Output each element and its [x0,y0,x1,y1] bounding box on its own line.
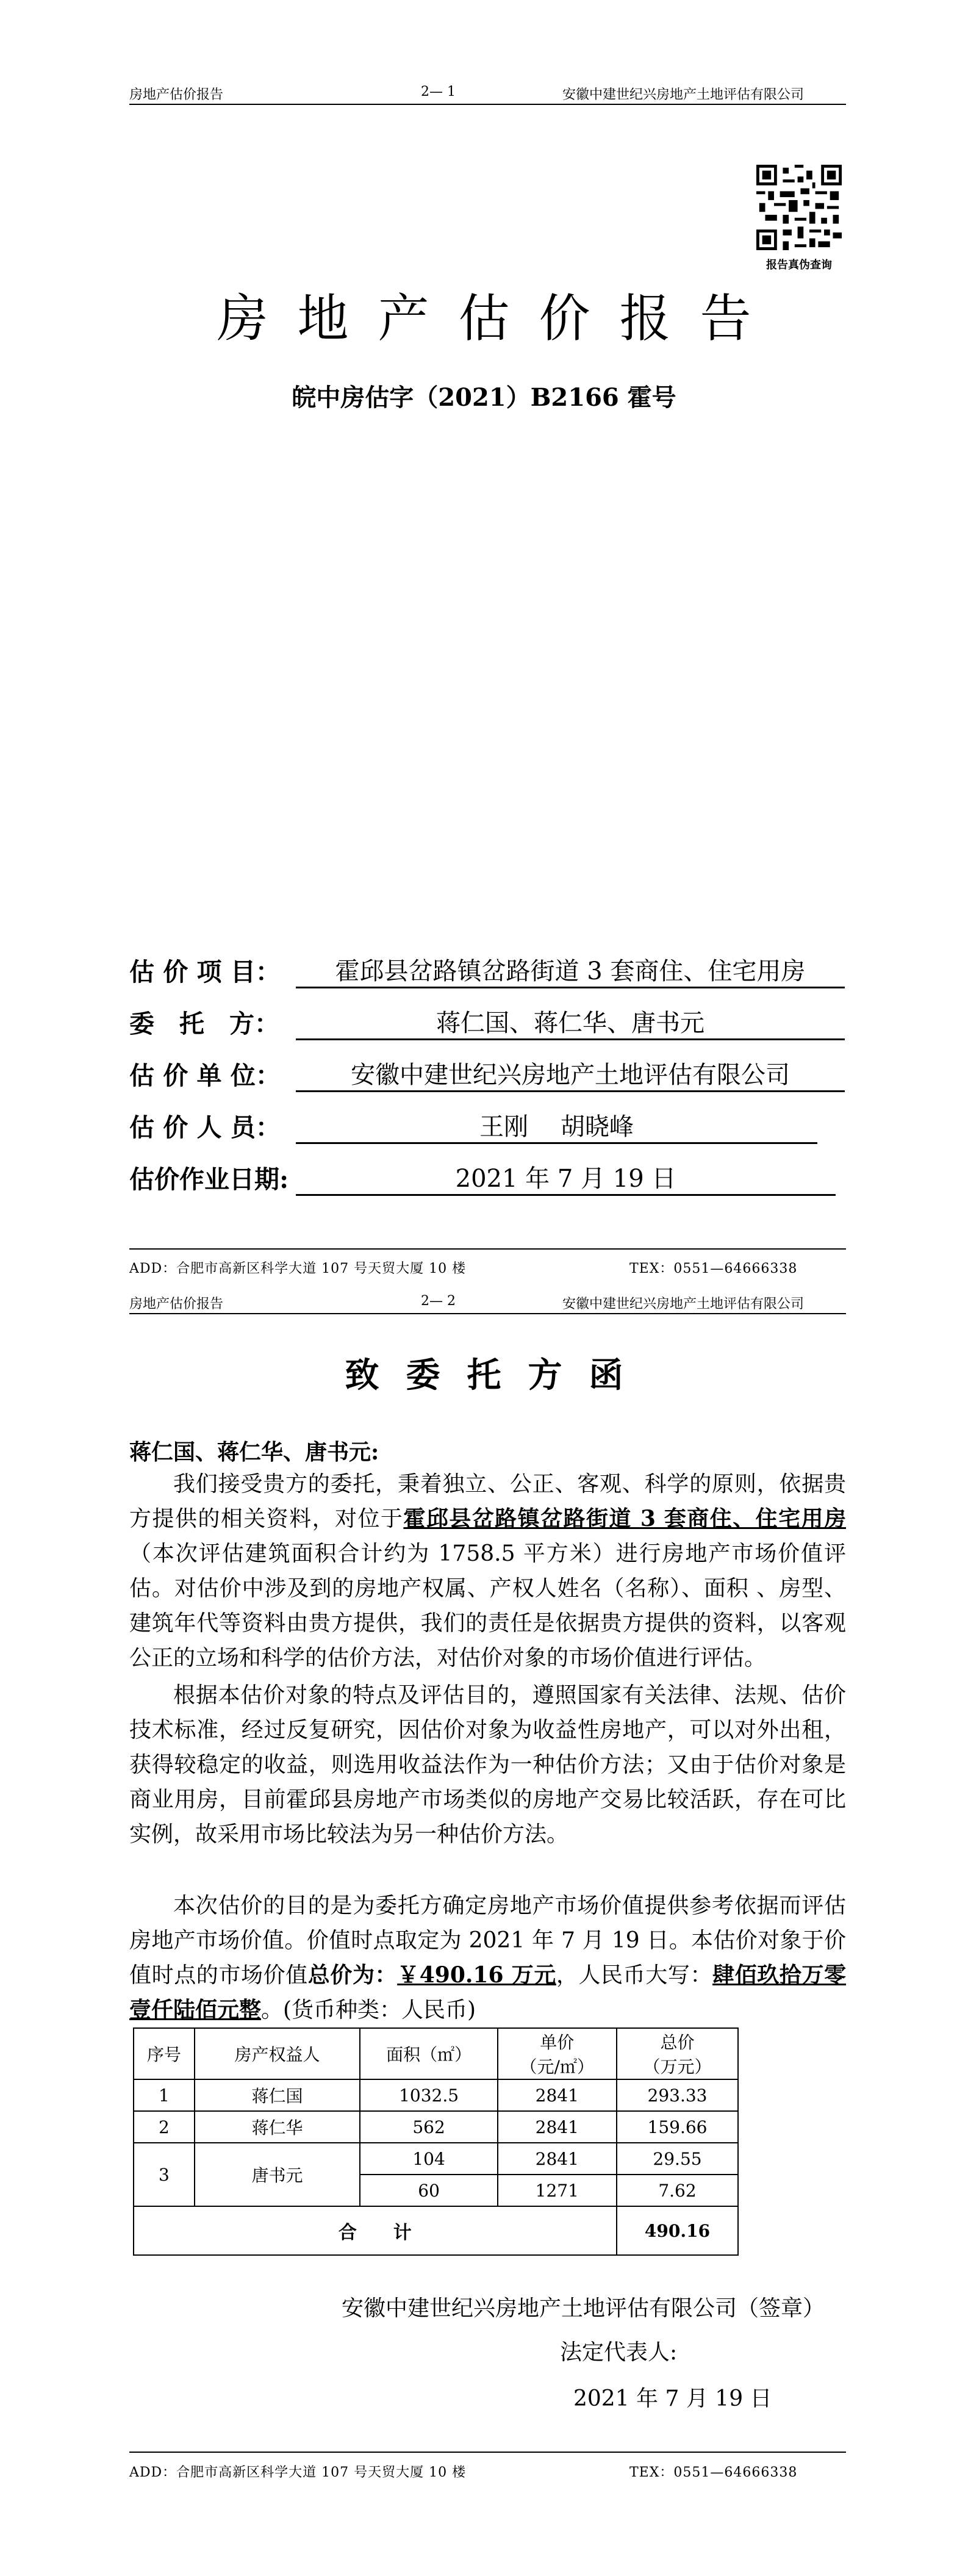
cell-price: 2841 [498,2111,617,2143]
qr-caption: 报告真伪查询 [766,259,832,272]
appraisers-label: 估 价 人 员： [129,1113,281,1142]
project-label: 估 价 项 目： [129,957,281,987]
page-number: 2— 2 [421,1293,456,1309]
work-date-label: 估价作业日期: [129,1165,289,1194]
page-header-left: 房地产估价报告 [129,87,224,103]
header-area: 面积（㎡） [360,2028,498,2079]
cell-area: 562 [360,2111,498,2143]
client-label: 委 托 方： [129,1009,279,1038]
header-unit-price: 单价 （元/㎡） [498,2028,617,2079]
valuation-table [133,2027,845,2256]
legal-representative: 法定代表人: [560,2340,678,2365]
footer-rule [129,1248,846,1250]
cell-no: 2 [134,2111,195,2143]
salutation: 蒋仁国、蒋仁华、唐书元: [129,1439,379,1465]
cell-price: 2841 [498,2079,617,2111]
client-value: 蒋仁国、蒋仁华、唐书元 [296,1004,845,1040]
footer-address: ADD：合肥市高新区科学大道 107 号天贸大厦 10 楼 [129,1261,467,1276]
cell-total: 293.33 [617,2079,739,2111]
footer-tel: TEX：0551—64666338 [629,1261,798,1276]
cell-owner: 蒋仁华 [195,2111,360,2143]
project-value: 霍邱县岔路镇岔路街道 3 套商住、住宅用房 [296,952,845,988]
paragraph-2: 根据本估价对象的特点及评估目的，遵照国家有关法律、法规、估价技术标准，经过反复研究，因估价对象为收益性房地产，可以对外出租，获得较稳定的收益，则选用收益法作为一种估价方法；又由于估价对象是商业用房，目前霍邱县房地产市场类似的房地产交易比较活跃，存在可比实例，故采用市场比较法为另一种估价方法。 [129,1683,846,1847]
cell-owner: 唐书元 [195,2143,360,2206]
appraisers-value: 王刚 胡晓峰 [296,1107,817,1144]
cell-total: 7.62 [617,2175,739,2206]
cell-total: 29.55 [617,2143,739,2175]
cell-area: 1032.5 [360,2079,498,2111]
letter-title: 致委托方函 [345,1355,650,1395]
page-number: 2— 1 [421,84,456,99]
page-header-left: 房地产估价报告 [129,1297,224,1312]
header-rule [129,1313,846,1314]
report-title: 房地产估价报告 [217,289,781,348]
header-no: 序号 [134,2028,195,2079]
header-owner: 房产权益人 [195,2028,360,2079]
footer-tel: TEX：0551—64666338 [629,2465,798,2480]
cell-price: 2841 [498,2143,617,2175]
footer-rule [129,2452,846,2453]
cell-no: 1 [134,2079,195,2111]
letter-date: 2021 年 7 月 19 日 [573,2386,772,2411]
sum-label: 合 计 [134,2206,617,2255]
table-header-row [134,2028,845,2079]
signer-company: 安徽中建世纪兴房地产土地评估有限公司（签章） [342,2296,825,2321]
sum-value: 490.16 [617,2206,739,2255]
paragraph-3: 本次估价的目的是为委托方确定房地产市场价值提供参考依据而评估房地产市场价值。价值时点取定为 2021 年 7 月 19 日。本估价对象于价值时点的市场价值总价为：￥490.16 万元，人民币大写：肆佰玖拾万零壹仟陆佰元整。(货币种类：人民币) [129,1893,846,2023]
appraiser-org-value: 安徽中建世纪兴房地产土地评估有限公司 [296,1056,845,1092]
page-header-right: 安徽中建世纪兴房地产土地评估有限公司 [562,1297,805,1312]
header-total-price: 总价 （万元） [617,2028,739,2079]
cell-area: 60 [360,2175,498,2206]
cell-price: 1271 [498,2175,617,2206]
table-row [134,2143,845,2175]
page-header-right: 安徽中建世纪兴房地产土地评估有限公司 [562,87,805,103]
table-row [134,2079,845,2111]
cell-area: 104 [360,2143,498,2175]
cell-owner: 蒋仁国 [195,2079,360,2111]
report-number: 皖中房估字（2021）B2166 霍号 [292,383,676,412]
footer-address: ADD：合肥市高新区科学大道 107 号天贸大厦 10 楼 [129,2465,467,2480]
cell-no: 3 [134,2143,195,2206]
appraiser-org-label: 估 价 单 位： [129,1061,281,1090]
table-sum-row [134,2206,845,2255]
work-date-value: 2021 年 7 月 19 日 [296,1159,836,1196]
qr-code-icon [756,165,842,250]
table-row [134,2111,845,2143]
cell-total: 159.66 [617,2111,739,2143]
header-rule [129,104,846,105]
paragraph-1: 我们接受贵方的委托，秉着独立、公正、客观、科学的原则，依据贵方提供的相关资料，对位于霍邱县岔路镇岔路街道 3 套商住、住宅用房（本次评估建筑面积合计约为 1758.5 平方米）进行房地产市场价值评估。对估价中涉及到的房地产权属、产权人姓名（名称）、面积 、房型、建筑年代等资料由贵方提供，我们的责任是依据贵方提供的资料，以客观公正的立场和科学的估价方法，对估价对象的市场价值进行评估。 [129,1472,846,1671]
